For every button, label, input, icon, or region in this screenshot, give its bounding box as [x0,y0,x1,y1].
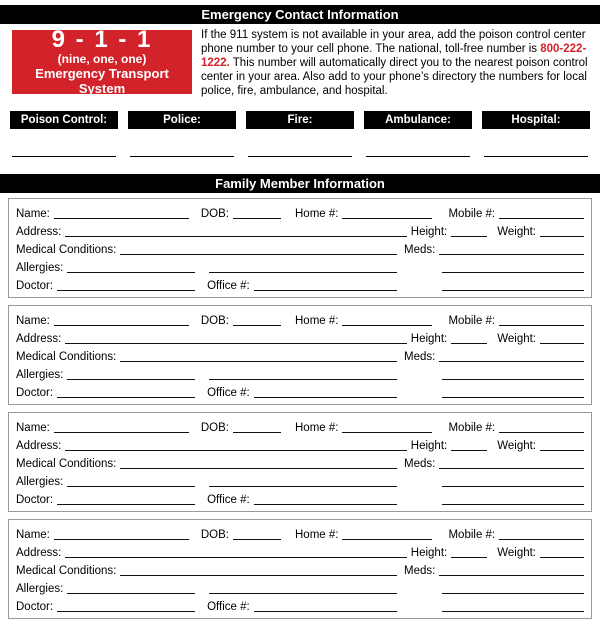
meds-field[interactable] [439,465,584,469]
dob-label: DOB: [200,422,229,434]
name-label: Name: [16,529,50,541]
medical-conditions-label: Medical Conditions: [16,565,117,577]
doctor-row [16,382,584,400]
dob-label: DOB: [200,529,229,541]
address-label: Address: [16,547,62,559]
doctor-row [16,596,584,614]
doctor-label: Doctor: [16,387,54,399]
mobile-phone-label: Mobile #: [448,422,496,434]
medical-conditions-label: Medical Conditions: [16,458,117,470]
dob-field[interactable] [233,536,281,540]
fire-field[interactable] [248,129,352,157]
office-phone-field[interactable] [254,287,397,291]
mobile-phone-field[interactable] [499,429,584,433]
paragraph-text-after: This number will automatically direct you to the nearest poison control center in your area. Also add to your phone’s directory the numbers for local police, fire, ambulance, and hospital. [201,57,588,97]
mobile-phone-label: Mobile #: [448,315,496,327]
meds-field-2[interactable] [442,483,584,487]
meds-label: Meds: [404,458,436,470]
name-field[interactable] [54,215,189,219]
mobile-phone-field[interactable] [499,322,584,326]
weight-field[interactable] [540,233,584,237]
home-phone-field[interactable] [342,536,432,540]
contact-column-hospital [482,111,590,157]
address-row [16,542,584,560]
meds-field[interactable] [439,572,584,576]
contact-column-police [128,111,236,157]
call-911-number: 9 - 1 - 1 [51,26,153,53]
name-label: Name: [16,208,50,220]
address-label: Address: [16,226,62,238]
police-field[interactable] [130,129,234,157]
call-911-red-box [12,26,192,96]
contact-column-poison-control [10,111,118,157]
home-phone-label: Home #: [295,529,339,541]
name-field[interactable] [54,536,189,540]
allergies-row [16,364,584,382]
family-member-block-2 [8,305,592,405]
name-label: Name: [16,315,50,327]
weight-label: Weight: [497,547,536,559]
office-phone-field[interactable] [254,394,397,398]
paragraph-text-before: If the 911 system is not available in your area, add the poison control center phone number to your cell phone. The national, toll-free number is [201,29,586,55]
address-field[interactable] [65,233,406,237]
dob-field[interactable] [233,322,281,326]
dob-label: DOB: [200,208,229,220]
doctor-row [16,275,584,293]
weight-label: Weight: [497,226,536,238]
allergies-field-2[interactable] [209,590,397,594]
address-row [16,435,584,453]
meds-field[interactable] [439,358,584,362]
meds-field[interactable] [439,251,584,255]
home-phone-label: Home #: [295,422,339,434]
office-phone-label: Office #: [207,601,250,613]
poison-control-phone-number: 800-222-1222. [201,43,587,69]
weight-field[interactable] [540,340,584,344]
medical-conditions-field[interactable] [120,251,397,255]
home-phone-field[interactable] [342,215,432,219]
allergies-field[interactable] [67,376,195,380]
height-field[interactable] [451,447,487,451]
meds-label: Meds: [404,565,436,577]
dob-field[interactable] [233,215,281,219]
allergies-field-2[interactable] [209,376,397,380]
name-field[interactable] [54,322,189,326]
office-phone-field[interactable] [254,501,397,505]
mobile-phone-label: Mobile #: [448,208,496,220]
address-field[interactable] [65,447,406,451]
name-row [16,524,584,542]
height-label: Height: [410,226,448,238]
doctor-field[interactable] [57,501,195,505]
meds-field-3[interactable] [442,501,584,505]
medical-row [16,346,584,364]
dob-field[interactable] [233,429,281,433]
name-row [16,203,584,221]
doctor-label: Doctor: [16,494,54,506]
medical-row [16,453,584,471]
family-member-block-3 [8,412,592,512]
doctor-field[interactable] [57,287,195,291]
meds-field-2[interactable] [442,376,584,380]
meds-label: Meds: [404,351,436,363]
allergies-field[interactable] [67,483,195,487]
hospital-label: Hospital: [482,111,590,129]
home-phone-label: Home #: [295,315,339,327]
allergies-field[interactable] [67,590,195,594]
address-label: Address: [16,440,62,452]
meds-field-3[interactable] [442,287,584,291]
weight-field[interactable] [540,447,584,451]
doctor-label: Doctor: [16,280,54,292]
name-label: Name: [16,422,50,434]
medical-row [16,239,584,257]
meds-field-2[interactable] [442,590,584,594]
office-phone-field[interactable] [254,608,397,612]
address-field[interactable] [65,340,406,344]
meds-label: Meds: [404,244,436,256]
allergies-field-2[interactable] [209,269,397,273]
doctor-label: Doctor: [16,601,54,613]
contact-column-ambulance [364,111,472,157]
medical-conditions-field[interactable] [120,572,397,576]
height-field[interactable] [451,233,487,237]
ambulance-label: Ambulance: [364,111,472,129]
allergies-row [16,471,584,489]
allergies-row [16,578,584,596]
call-911-words: (nine, one, one) [57,52,147,66]
address-label: Address: [16,333,62,345]
allergies-field-2[interactable] [209,483,397,487]
medical-conditions-field[interactable] [120,358,397,362]
poison-control-field[interactable] [12,129,116,157]
family-member-block-4 [8,519,592,619]
medical-conditions-field[interactable] [120,465,397,469]
mobile-phone-label: Mobile #: [448,529,496,541]
ambulance-field[interactable] [366,129,470,157]
poison-control-label: Poison Control: [10,111,118,129]
height-field[interactable] [451,340,487,344]
home-phone-field[interactable] [342,429,432,433]
family-member-header: Family Member Information [0,174,600,193]
call-911-section [12,26,590,98]
office-phone-label: Office #: [207,494,250,506]
address-row [16,328,584,346]
doctor-row [16,489,584,507]
family-member-block-1 [8,198,592,298]
address-row [16,221,584,239]
poison-control-paragraph [201,28,590,98]
allergies-field[interactable] [67,269,195,273]
fire-label: Fire: [246,111,354,129]
allergies-label: Allergies: [16,583,64,595]
police-label: Police: [128,111,236,129]
name-row [16,310,584,328]
doctor-field[interactable] [57,394,195,398]
height-label: Height: [410,333,448,345]
weight-label: Weight: [497,333,536,345]
allergies-row [16,257,584,275]
name-row [16,417,584,435]
name-field[interactable] [54,429,189,433]
doctor-field[interactable] [57,608,195,612]
office-phone-label: Office #: [207,280,250,292]
height-label: Height: [410,440,448,452]
medical-conditions-label: Medical Conditions: [16,351,117,363]
meds-field-3[interactable] [442,608,584,612]
emergency-contact-header: Emergency Contact Information [0,5,600,24]
home-phone-label: Home #: [295,208,339,220]
allergies-label: Allergies: [16,476,64,488]
contact-column-fire [246,111,354,157]
height-field[interactable] [451,554,487,558]
weight-label: Weight: [497,440,536,452]
weight-field[interactable] [540,554,584,558]
dob-label: DOB: [200,315,229,327]
mobile-phone-field[interactable] [499,536,584,540]
meds-field-3[interactable] [442,394,584,398]
address-field[interactable] [65,554,406,558]
home-phone-field[interactable] [342,322,432,326]
allergies-label: Allergies: [16,262,64,274]
office-phone-label: Office #: [207,387,250,399]
mobile-phone-field[interactable] [499,215,584,219]
call-911-caption: Emergency Transport System [35,66,169,96]
medical-row [16,560,584,578]
height-label: Height: [410,547,448,559]
allergies-label: Allergies: [16,369,64,381]
medical-conditions-label: Medical Conditions: [16,244,117,256]
meds-field-2[interactable] [442,269,584,273]
hospital-field[interactable] [484,129,588,157]
emergency-contacts-row [10,111,590,157]
